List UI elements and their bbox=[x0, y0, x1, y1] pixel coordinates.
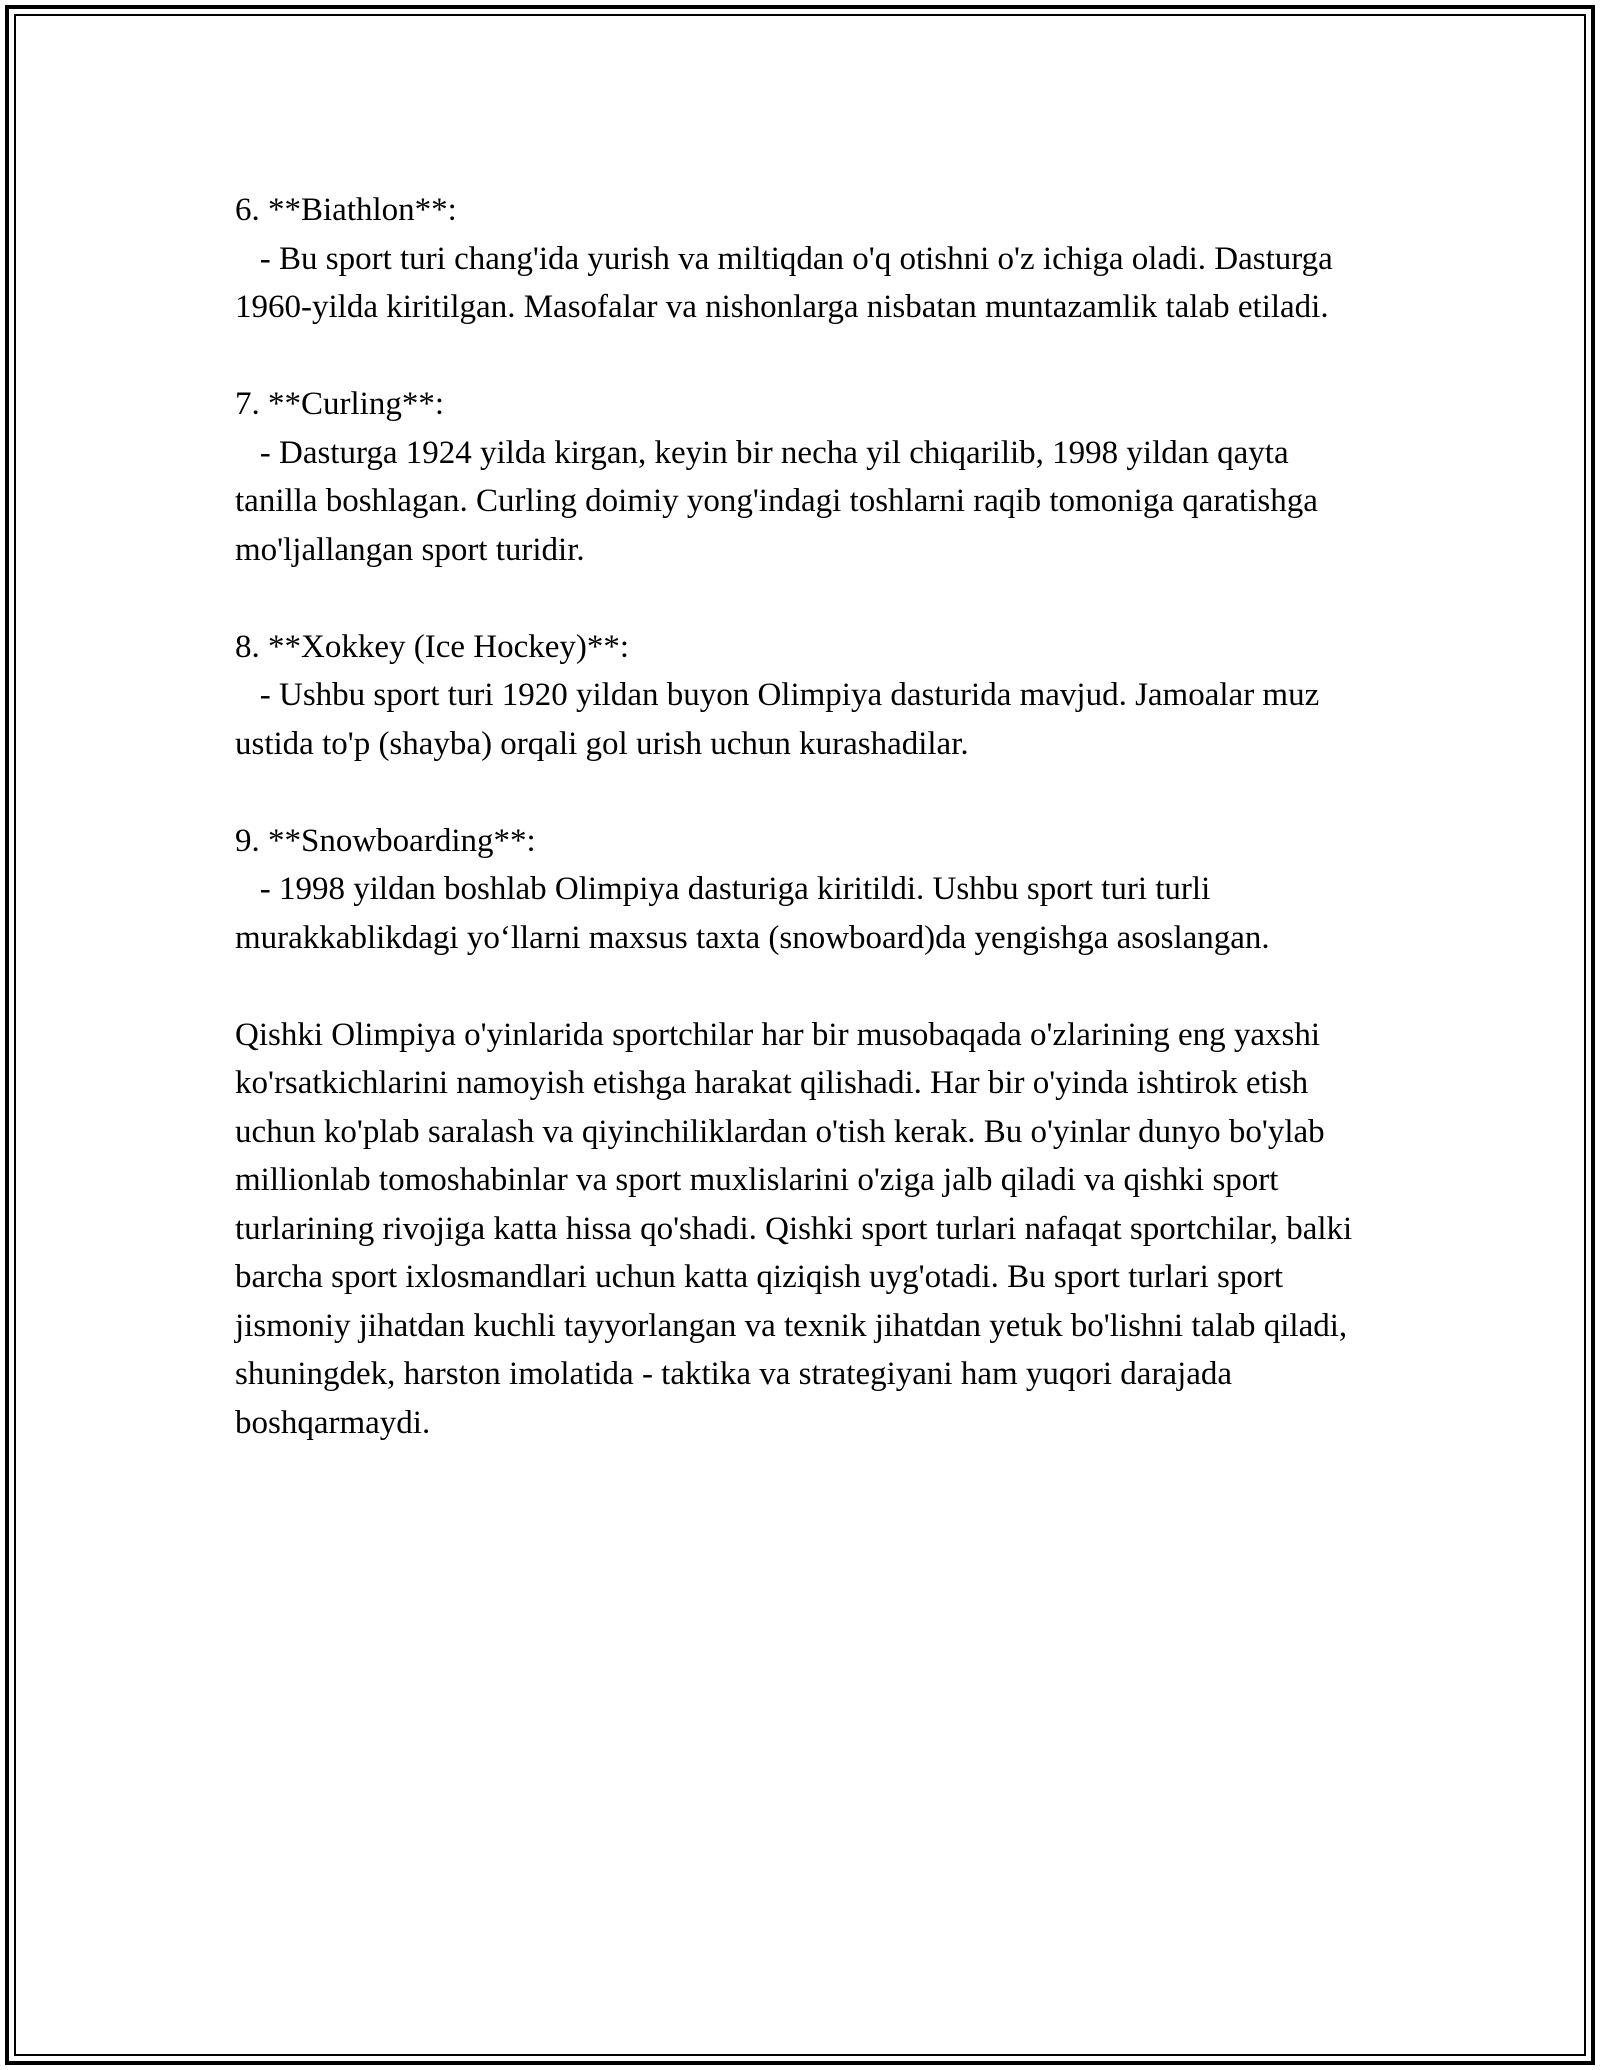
section-body: - Ushbu sport turi 1920 yildan buyon Olimpiya dasturida mavjud. Jamoalar muz ustida to'p (shayba) orqali gol urish uchun kurashadilar. bbox=[235, 677, 1328, 762]
section-snowboarding bbox=[235, 817, 1375, 963]
closing-paragraph: Qishki Olimpiya o'yinlarida sportchilar har bir musobaqada o'zlarining eng yaxshi ko'rsatkichlarini namoyish etishga harakat qilishadi. Har bir o'yinda ishtirok etish uchun ko'plab saralash va qiyinchiliklardan o'tish kerak. Bu o'yinlar dunyo bo'ylab millionlab tomoshabinlar va sport muxlislarini o'ziga jalb qiladi va qishki sport turlarining rivojiga katta hissa qo'shadi. Qishki sport turlari nafaqat sportchilar, balki barcha sport ixlosmandlari uchun katta qiziqish uyg'otadi. Bu sport turlari sport jismoniy jihatdan kuchli tayyorlangan va texnik jihatdan yetuk bo'lishni talab qiladi, shuningdek, harston imolatida - taktika va strategiyani ham yuqori darajada boshqarmaydi. bbox=[235, 1016, 1361, 1441]
document-body bbox=[235, 186, 1375, 1447]
section-body: - Dasturga 1924 yilda kirgan, keyin bir necha yil chiqarilib, 1998 yildan qayta tanilla boshlagan. Curling doimiy yong'indagi toshlarni raqib tomoniga qaratishga mo'ljallangan sport turidir. bbox=[235, 434, 1327, 568]
section-biathlon bbox=[235, 186, 1375, 332]
section-heading: 8. **Xokkey (Ice Hockey)**: bbox=[235, 628, 630, 665]
section-heading: 6. **Biathlon**: bbox=[235, 192, 457, 228]
section-ice-hockey bbox=[235, 623, 1375, 769]
section-body: - 1998 yildan boshlab Olimpiya dasturiga kiritildi. Ushbu sport turi turli murakkablikdagi yo‘llarni maxsus taxta (snowboard)da yengishga asoslangan. bbox=[235, 871, 1270, 956]
section-body: - Bu sport turi chang'ida yurish va miltiqdan o'q otishni o'z ichiga oladi. Dasturga 1960-yilda kiritilgan. Masofalar va nishonlarga nisbatan muntazamlik talab etiladi. bbox=[235, 240, 1342, 325]
section-heading: 9. **Snowboarding**: bbox=[235, 822, 536, 859]
section-curling bbox=[235, 380, 1375, 574]
section-heading: 7. **Curling**: bbox=[235, 386, 445, 422]
